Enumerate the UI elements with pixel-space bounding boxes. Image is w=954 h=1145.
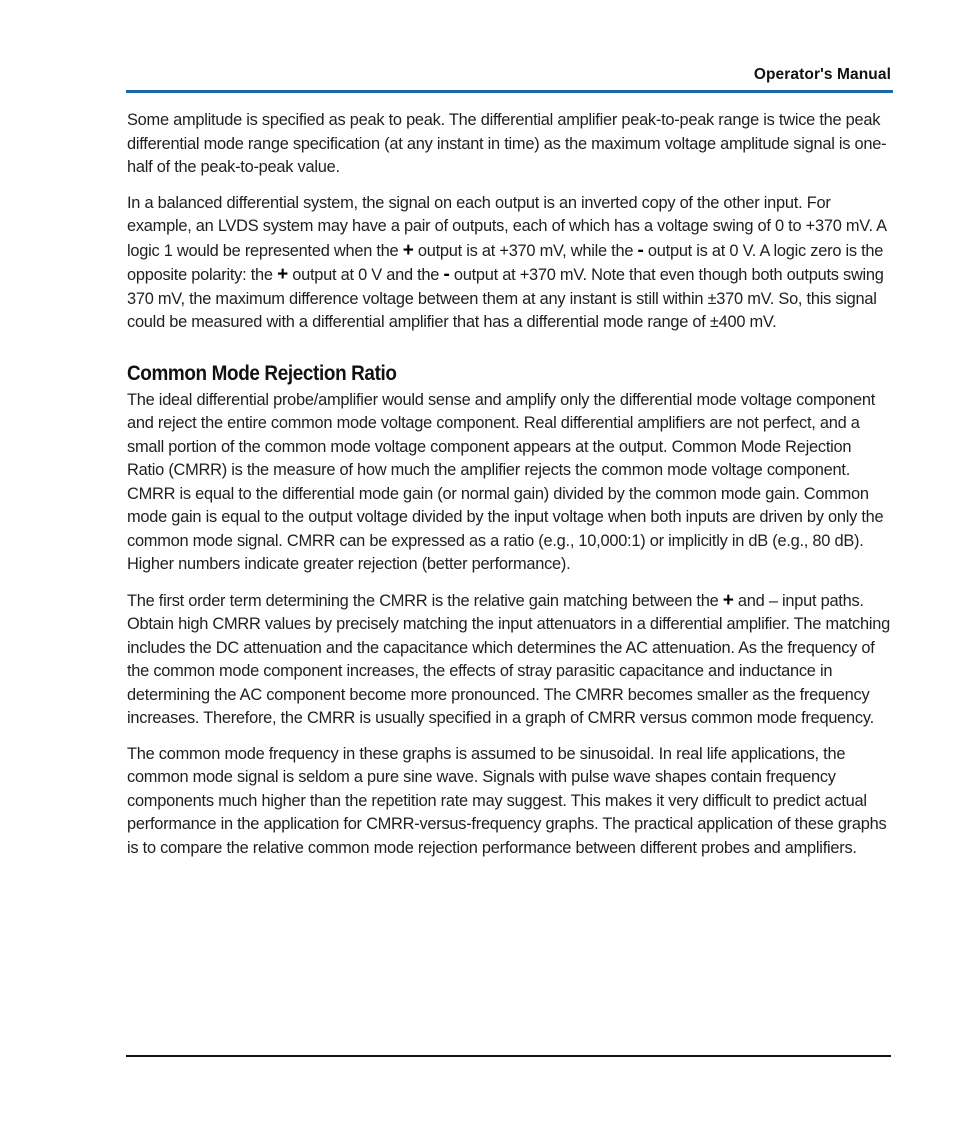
paragraph-gain-matching: The first order term determining the CMRR is the relative gain matching between the + and – input paths. Obtain high CMRR values by precisely matching the input attenuators in a differential amplifier. The matching includes the DC attenuation and the capacitance which determines the AC attenuation. As the frequency of the common mode component increases, the effects of stray parasitic capacitance and inductance in determining the AC component become more pronounced. The CMRR becomes smaller as the frequency increases. Therefore, the CMRR is usually specified in a graph of CMRR versus common mode frequency.: [127, 589, 890, 727]
running-header: Operator's Manual: [753, 66, 891, 83]
page-content: [127, 109, 891, 872]
paragraph-common-mode-frequency: The common mode frequency in these graphs is assumed to be sinusoidal. In real life applications, the common mode signal is seldom a pure sine wave. Signals with pulse wave shapes contain frequency components much higher than the repetition rate may suggest. This makes it very difficult to predict actual performance in the application for CMRR-versus-frequency graphs. The practical application of these graphs is to compare the relative common mode rejection performance between different probes and amplifiers.: [127, 744, 887, 857]
header-rule: [126, 90, 893, 93]
minus-symbol: -: [443, 264, 450, 285]
minus-symbol: -: [637, 239, 644, 261]
footer-rule: [126, 1055, 891, 1057]
section-heading-cmrr: Common Mode Rejection Ratio: [127, 361, 397, 385]
paragraph-peak-to-peak: Some amplitude is specified as peak to peak. The differential amplifier peak-to-peak range is twice the peak differential mode range specification (at any instant in time) as the maximum voltage amplitude signal is one-half of the peak-to-peak value.: [127, 111, 887, 176]
plus-symbol: +: [722, 589, 734, 611]
paragraph-balanced-system: In a balanced differential system, the signal on each output is an inverted copy of the other input. For example, an LVDS system may have a pair of outputs, each of which has a voltage swing of 0 to +370 mV. A logic 1 would be represented when the + output is at +370 mV, while the - output is at 0 V. A logic zero is the opposite polarity: the + output at 0 V and the - output at +370 mV. Note that even though both outputs swing 370 mV, the maximum difference voltage between them at any instant is still within ±370 mV. So, this signal could be measured with a differential amplifier that has a differential mode range of ±400 mV.: [127, 193, 886, 331]
plus-symbol: +: [402, 239, 414, 261]
paragraph-cmrr-definition: The ideal differential probe/amplifier would sense and amplify only the differential mode voltage component and reject the entire common mode voltage component. Real differential amplifiers are not perfect, and a small portion of the common mode voltage component appears at the output. Common Mode Rejection Ratio (CMRR) is the measure of how much the amplifier rejects the common mode voltage component. CMRR is equal to the differential mode gain (or normal gain) divided by the common mode gain. Common mode gain is equal to the output voltage divided by the input voltage when both inputs are driven by only the common mode signal. CMRR can be expressed as a ratio (e.g., 10,000:1) or implicitly in dB (e.g., 80 dB). Higher numbers indicate greater rejection (better performance).: [127, 390, 884, 573]
plus-symbol: +: [277, 264, 288, 285]
